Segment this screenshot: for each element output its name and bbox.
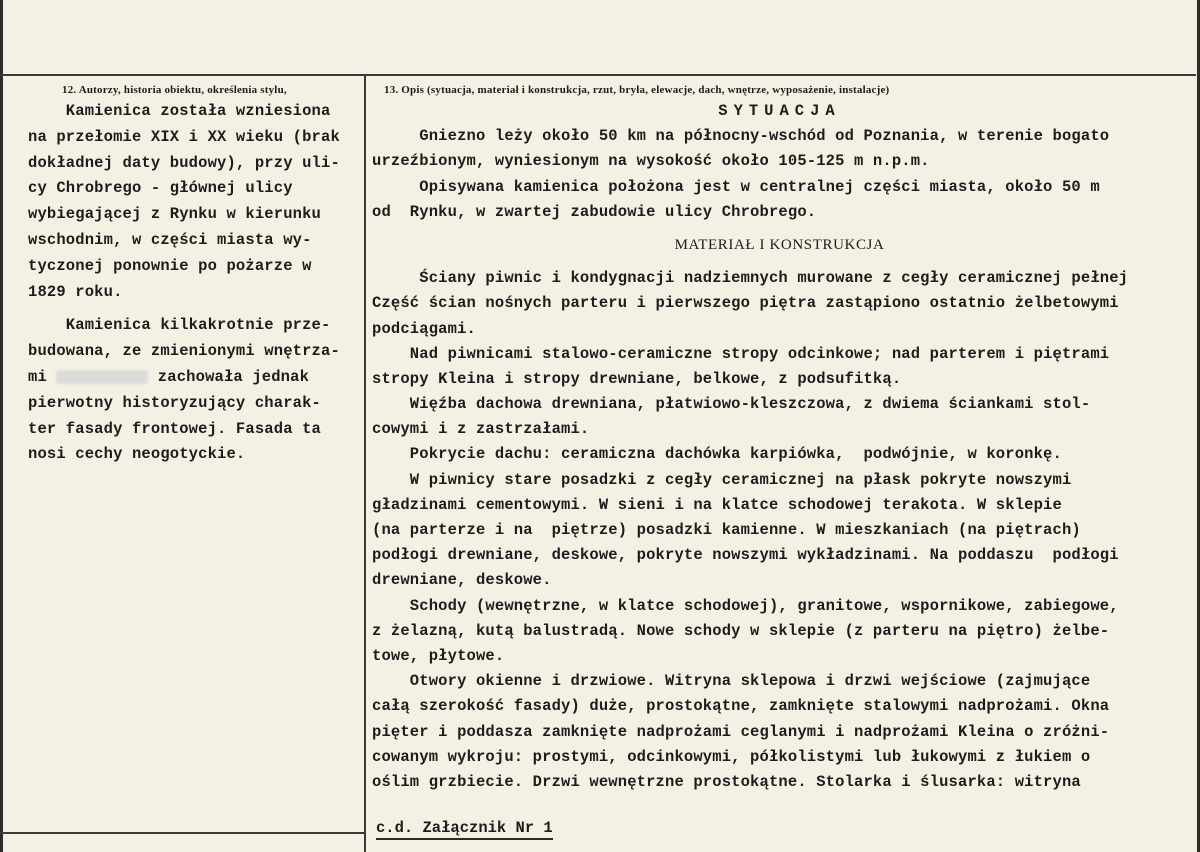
- history-text: mi: [28, 367, 47, 386]
- history-line: wschodnim, w części miasta wy-: [28, 230, 312, 249]
- history-line: wybiegającej z Rynku w kierunku: [28, 205, 321, 224]
- section-12-caption: 12. Autorzy, historia obiektu, określenia stylu,: [62, 84, 287, 96]
- history-line: dokładnej daty budowy), przy uli-: [28, 153, 340, 172]
- form-top-rule: [0, 74, 1196, 76]
- description-line: Opisywana kamienica położona jest w centralnej części miasta, około 50 m: [372, 177, 1100, 196]
- description-line: stropy Kleina i stropy drewniane, belkowe, z podsufitką.: [372, 369, 902, 388]
- history-line-redacted: [28, 365, 358, 391]
- page-edge-left: [0, 0, 3, 852]
- description-line: Część ścian nośnych parteru i pierwszego piętra zastąpiono ostatnio żelbetowymi: [372, 294, 1119, 313]
- description-column: [372, 99, 1187, 795]
- description-line: pięter i poddasza zamknięte nadprożami ceglanymi i nadprożami Kleina o zróżni-: [372, 722, 1110, 741]
- heading-material: MATERIAŁ I KONSTRUKCJA: [674, 236, 885, 253]
- description-line: Pokrycie dachu: ceramiczna dachówka karpiówka, podwójnie, w koronkę.: [372, 445, 1062, 464]
- history-line: 1829 roku.: [28, 282, 123, 301]
- description-line: Nad piwnicami stalowo-ceramiczne stropy odcinkowe; nad parterem i piętrami: [372, 344, 1110, 363]
- description-line: Gniezno leży około 50 km na północny-wschód od Poznania, w terenie bogato: [372, 127, 1110, 146]
- description-line: Schody (wewnętrzne, w klatce schodowej), granitowe, wspornikowe, zabiegowe,: [372, 596, 1119, 615]
- description-line: cowymi i z zastrzałami.: [372, 420, 590, 439]
- redaction-mark: [56, 370, 148, 384]
- form-bottom-rule: [0, 832, 364, 834]
- description-line: W piwnicy stare posadzki z cegły ceramicznej na płask pokryte nowszymi: [372, 470, 1072, 489]
- description-line: gładzinami cementowymi. W sieni i na klatce schodowej terakota. W sklepie: [372, 495, 1062, 514]
- history-line: pierwotny historyzujący charak-: [28, 393, 321, 412]
- description-line: podciągami.: [372, 319, 476, 338]
- history-line: ter fasady frontowej. Fasada ta: [28, 419, 321, 438]
- history-line: tyczonej ponownie po pożarze w: [28, 256, 312, 275]
- history-line: nosi cechy neogotyckie.: [28, 445, 246, 464]
- history-column: [28, 99, 358, 468]
- description-line: oślim grzbiecie. Drzwi wewnętrzne prostokątne. Stolarka i ślusarka: witryna: [372, 772, 1081, 791]
- continuation-note: c.d. Załącznik Nr 1: [376, 818, 553, 840]
- history-line: Kamienica została wzniesiona: [28, 102, 331, 120]
- description-line: od Rynku, w zwartej zabudowie ulicy Chrobrego.: [372, 202, 817, 221]
- description-line: drewniane, deskowe.: [372, 571, 552, 590]
- description-line: urzeźbionym, wyniesionym na wysokość około 105-125 m n.p.m.: [372, 152, 930, 171]
- heading-sytuacja: SYTUACJA: [718, 102, 841, 120]
- description-line: (na parterze i na piętrze) posadzki kamienne. W mieszkaniach (na piętrach): [372, 521, 1081, 539]
- description-line: podłogi drewniane, deskowe, pokryte nowszymi wykładzinami. Na poddaszu podłogi: [372, 546, 1119, 565]
- description-line: z żelazną, kutą balustradą. Nowe schody w sklepie (z parteru na piętro) żelbe-: [372, 621, 1110, 640]
- history-line: Kamienica kilkakrotnie prze-: [28, 316, 331, 335]
- description-line: Otwory okienne i drzwiowe. Witryna sklepowa i drzwi wejściowe (zajmujące: [372, 672, 1091, 691]
- description-line: całą szerokość fasady) duże, prostokątne, zamknięte stalowymi nadprożami. Okna: [372, 697, 1110, 716]
- description-line: towe, płytowe.: [372, 646, 505, 665]
- description-line: cowanym wykroju: prostymi, odcinkowymi, półkolistymi lub łukowymi z łukiem o: [372, 747, 1091, 766]
- history-text: zachowała jednak: [148, 367, 310, 386]
- description-line: Ściany piwnic i kondygnacji nadziemnych murowane z cegły ceramicznej pełnej: [372, 269, 1129, 288]
- description-line: Więźba dachowa drewniana, płatwiowo-kleszczowa, z dwiema ściankami stol-: [372, 395, 1091, 414]
- history-line: cy Chrobrego - głównej ulicy: [28, 179, 293, 198]
- column-divider: [364, 76, 366, 852]
- history-line: budowana, ze zmienionymi wnętrza-: [28, 342, 340, 361]
- history-line: na przełomie XIX i XX wieku (brak: [28, 127, 340, 146]
- section-13-caption: 13. Opis (sytuacja, materiał i konstrukcja, rzut, bryła, elewacje, dach, wnętrze, wyposażenie, instalacje): [384, 84, 890, 96]
